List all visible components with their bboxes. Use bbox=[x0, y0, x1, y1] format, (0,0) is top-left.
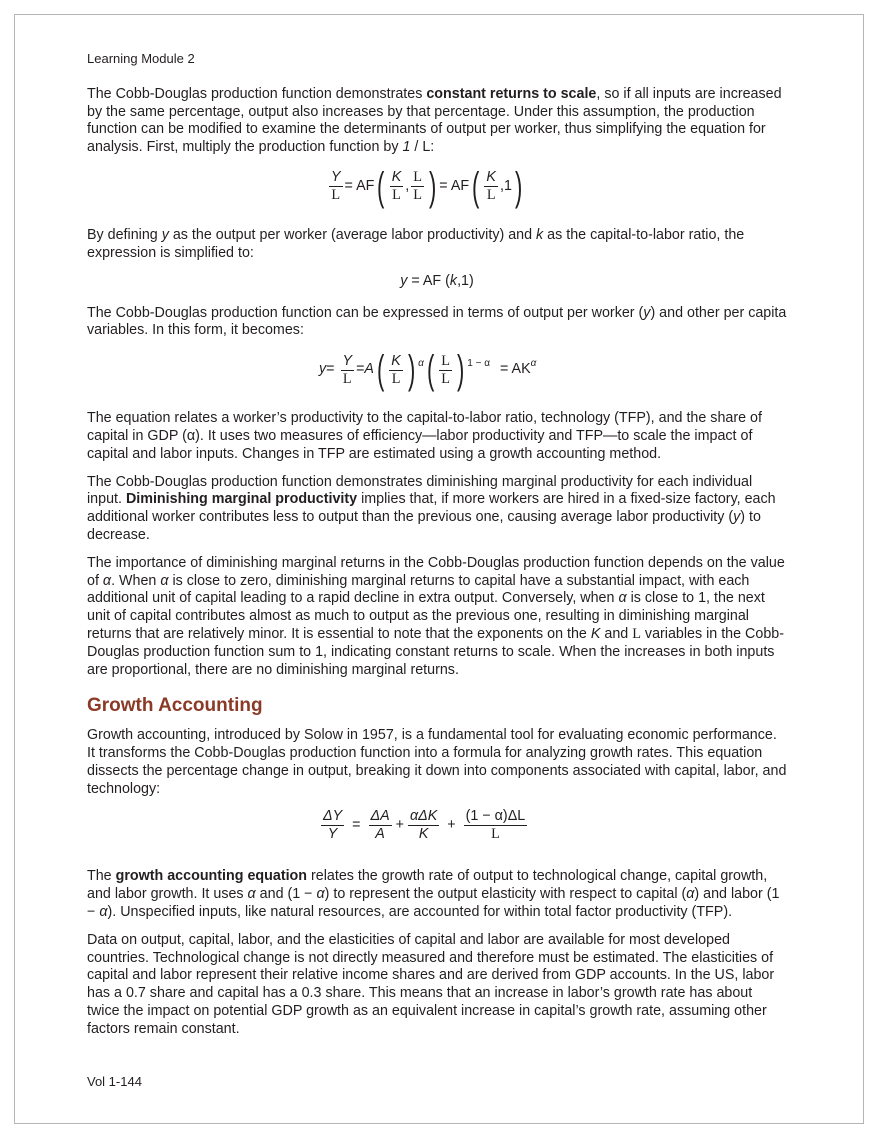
eq-symbol: L bbox=[342, 370, 352, 387]
eq-text: + bbox=[447, 816, 456, 833]
text: relates the growth rate of output to technological change, capital growth, and labor growth. It uses bbox=[87, 868, 768, 903]
eq-symbol: L bbox=[392, 187, 401, 204]
text: The Cobb-Douglas production function can be expressed in terms of output per worker ( bbox=[87, 304, 644, 321]
text: implies that, if more workers are hired in a fixed-size factory, each additional worker contributes less to output than the previous one, causing average labor productivity ( bbox=[87, 491, 776, 526]
text: is close to 1, the next unit of capital contributes almost as much to output as the previous one, resulting in diminishing marginal returns that are relatively minor. It is essential to note that the exponents on the bbox=[87, 590, 765, 642]
eq-symbol: (1 − α)ΔL bbox=[465, 808, 526, 825]
eq-exponent: 1 − α bbox=[467, 358, 491, 370]
eq-symbol: L bbox=[413, 187, 422, 204]
eq-symbol: L bbox=[491, 826, 500, 843]
paren-close: ) bbox=[428, 164, 437, 209]
eq-symbol: A bbox=[364, 361, 374, 378]
eq-text: = AK bbox=[500, 361, 531, 378]
text: By defining bbox=[87, 226, 162, 243]
text: The Cobb-Douglas production function demonstrates bbox=[87, 85, 427, 102]
eq-symbol: L bbox=[391, 370, 401, 387]
fraction-K-over-L bbox=[389, 353, 403, 388]
section-heading: Growth Accounting bbox=[87, 695, 263, 717]
eq-symbol: L bbox=[413, 169, 422, 186]
fraction-Y-over-L bbox=[329, 169, 343, 204]
eq-text: = AF bbox=[439, 178, 470, 195]
text: as the capital-to-labor ratio, the expression is simplified to: bbox=[87, 226, 745, 261]
eq-symbol: L bbox=[486, 187, 496, 204]
eq-symbol: ΔA bbox=[370, 808, 390, 825]
eq-symbol: K bbox=[391, 352, 401, 369]
eq-exponent: α bbox=[418, 358, 424, 370]
text: The Cobb-Douglas production function demonstrates diminishing marginal productivity for each individual input. bbox=[87, 473, 753, 508]
eq-text: = bbox=[352, 816, 361, 833]
eq-text: , bbox=[405, 178, 410, 195]
fraction-adK-over-K bbox=[408, 808, 439, 843]
text: 1 bbox=[402, 139, 411, 156]
var-alpha: α bbox=[99, 903, 108, 920]
fraction-K-over-L bbox=[390, 169, 404, 204]
eq-symbol: K bbox=[391, 169, 402, 186]
eq-text: = bbox=[326, 361, 335, 378]
text: ). Unspecified inputs, like natural resources, are accounted for within total factor productivity (TFP). bbox=[107, 903, 733, 920]
running-header: Learning Module 2 bbox=[87, 51, 195, 66]
text: and bbox=[600, 625, 633, 642]
paren-close: ) bbox=[514, 164, 523, 209]
equation-y-af bbox=[87, 273, 787, 293]
eq-symbol: y bbox=[319, 361, 327, 378]
paragraph-alpha bbox=[87, 555, 787, 680]
var-alpha: α bbox=[160, 572, 169, 589]
paragraph-productivity: The equation relates a worker’s productivity to the capital-to-labor ratio, technology (TFP), and the share of capital in GDP (α). It uses two measures of efficiency—labor productivity and TFP—to scale the impact of capital and labor inputs. Changes in TFP are estimated using a growth accounting method. bbox=[87, 410, 762, 462]
eq-text: = AF bbox=[344, 178, 375, 195]
paren-close: ) bbox=[456, 348, 465, 393]
eq-symbol: Y bbox=[342, 352, 353, 369]
term-diminishing: Diminishing marginal productivity bbox=[125, 491, 358, 508]
text: The importance of diminishing marginal returns in the Cobb-Douglas production function depends on the value of bbox=[87, 554, 785, 589]
text: ) and labor (1 − bbox=[87, 886, 780, 920]
eq-exponent: α bbox=[530, 358, 537, 370]
fraction-dA-over-A bbox=[369, 808, 392, 843]
var-alpha: α bbox=[247, 886, 256, 903]
eq-text: + bbox=[395, 816, 404, 833]
paren-open: ( bbox=[426, 348, 435, 393]
text: variables in the Cobb-Douglas production function sum to 1, indicating constant returns to scale. When the increases in both inputs are proportional, there are no diminishing marginal returns. bbox=[87, 625, 784, 678]
text: The bbox=[87, 868, 116, 885]
eq-symbol: Y bbox=[327, 826, 338, 843]
paragraph-per-capita bbox=[87, 305, 787, 341]
text: . When bbox=[111, 572, 161, 589]
text: and (1 − bbox=[255, 886, 317, 903]
eq-symbol: A bbox=[375, 826, 385, 843]
eq-text: = AF ( bbox=[407, 272, 450, 289]
document-page bbox=[87, 50, 787, 1048]
paren-open: ( bbox=[376, 348, 385, 393]
fraction-L-over-L bbox=[439, 353, 452, 388]
term-constant-returns: constant returns to scale bbox=[426, 85, 597, 102]
paragraph-constant-returns bbox=[87, 86, 787, 157]
text: , so if all inputs are increased by the same percentage, output also increases by that percentage. Under this assumption, the production function can be modified to examine the determinants of output per worker, thus simplifying the equation for analysis. First, multiply the production function by bbox=[87, 85, 782, 156]
var-y: y bbox=[643, 304, 651, 321]
term-growth-accounting: growth accounting equation bbox=[115, 868, 308, 885]
eq-symbol: K bbox=[486, 169, 496, 186]
eq-text: ,1 bbox=[499, 178, 512, 195]
text: as the output per worker (average labor productivity) and bbox=[168, 226, 537, 243]
text: ) to represent the output elasticity with respect to capital ( bbox=[324, 886, 687, 903]
paragraph-diminishing bbox=[87, 474, 787, 545]
var-alpha: α bbox=[618, 590, 627, 607]
eq-symbol: L bbox=[441, 352, 450, 369]
var-alpha: α bbox=[102, 572, 112, 589]
var-K: K bbox=[590, 625, 601, 642]
fraction-Y-over-L bbox=[341, 353, 355, 388]
var-y: y bbox=[161, 226, 169, 243]
paragraph-definitions bbox=[87, 227, 787, 263]
text: is close to zero, diminishing marginal returns to capital have a substantial impact, with each additional unit of capital leading to a rapid decline in extra output. Conversely, when bbox=[87, 572, 750, 607]
var-y: y bbox=[733, 509, 741, 526]
paren-open: ( bbox=[377, 164, 385, 209]
fraction-labor-term bbox=[464, 808, 528, 843]
paragraph-growth-intro: Growth accounting, introduced by Solow in 1957, is a fundamental tool for evaluating economic performance. It transforms the Cobb-Douglas production function into a formula for analyzing growth rates. This equation dissects the percentage change in output, breaking it down into components associated with capital, labor, and technology: bbox=[87, 727, 787, 797]
equation-growth-accounting bbox=[87, 808, 787, 858]
text: ) and other per capita variables. In this form, it becomes: bbox=[87, 304, 787, 339]
paragraph-data: Data on output, capital, labor, and the elasticities of capital and labor are available for most developed countries. Technological change is not directly measured and therefore must be estimated. The elasticities of capital and labor represent their relative income shares and are derived from GDP accounts. In the US, labor has a 0.7 share and capital has a 0.3 share. This means that an increase in labor’s growth rate has about twice the impact on potential GDP growth as an equivalent increase in capital’s growth rate, assuming other factors remain constant. bbox=[87, 931, 775, 1037]
eq-text: ,1) bbox=[457, 272, 474, 289]
paren-close: ) bbox=[407, 348, 416, 393]
eq-symbol: αΔK bbox=[410, 808, 438, 825]
var-k: k bbox=[536, 226, 544, 243]
eq-symbol: Y bbox=[331, 169, 341, 186]
eq-symbol: y bbox=[400, 272, 408, 289]
equation-per-capita bbox=[87, 350, 787, 400]
fraction-K-over-L bbox=[484, 169, 498, 204]
paren-open: ( bbox=[472, 164, 480, 209]
page-footer: Vol 1-144 bbox=[87, 1074, 142, 1089]
var-alpha: α bbox=[686, 886, 695, 903]
text: / L: bbox=[410, 139, 435, 156]
eq-symbol: L bbox=[331, 187, 341, 204]
eq-symbol: L bbox=[441, 370, 450, 387]
fraction-dY-over-Y bbox=[321, 808, 344, 843]
paragraph-growth-equation bbox=[87, 868, 787, 921]
text: ) to decrease. bbox=[87, 509, 761, 543]
eq-symbol: K bbox=[418, 826, 429, 843]
eq-text: = bbox=[356, 361, 365, 378]
equation-output-per-labor bbox=[87, 164, 787, 217]
var-L: L bbox=[632, 625, 641, 642]
var-alpha: α bbox=[316, 886, 325, 903]
fraction-L-over-L bbox=[411, 169, 424, 204]
eq-symbol: k bbox=[449, 272, 458, 289]
eq-symbol: ΔY bbox=[323, 808, 343, 825]
